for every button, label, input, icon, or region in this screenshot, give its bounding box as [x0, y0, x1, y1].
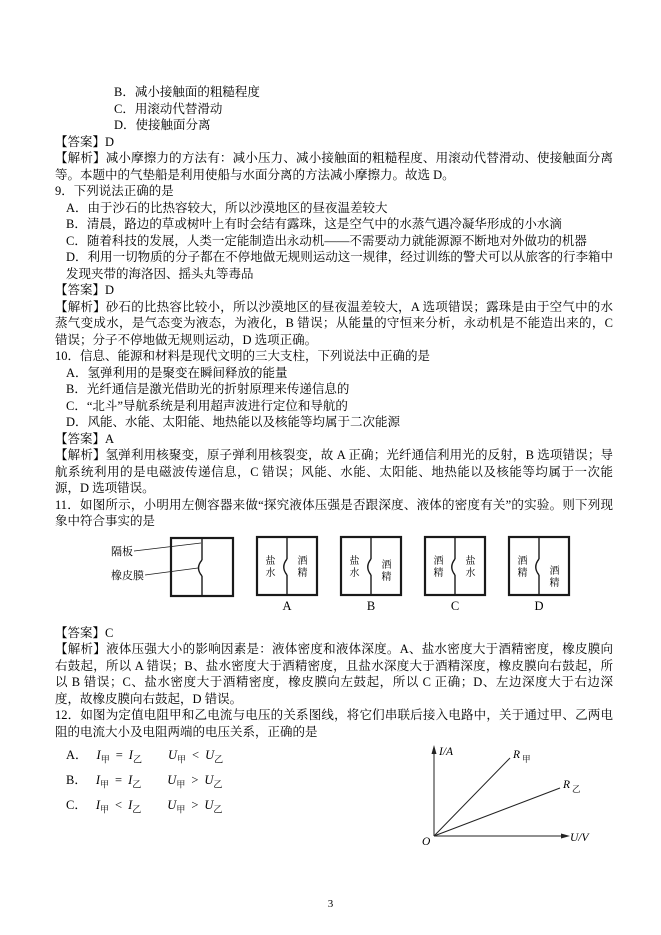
liquid-label-left: 盐水	[263, 554, 274, 579]
liquid-label-left: 酒精	[431, 554, 442, 579]
q12-option-a	[66, 747, 412, 772]
current-symbol: I	[128, 773, 133, 787]
current-symbol: I	[95, 798, 101, 812]
option-letter: C．	[66, 798, 87, 812]
q12-option-b	[66, 772, 412, 797]
q11-figure	[107, 535, 613, 623]
container-a-box	[255, 535, 319, 597]
container-b-box	[339, 535, 403, 597]
subscript-yi: 乙	[213, 779, 223, 790]
q11-answer: 【答案】C	[55, 625, 114, 640]
q10-option-b: B．光纤通信是激光借助光的折射原理来传递信息的	[66, 382, 350, 396]
q9-answer: 【答案】D	[55, 283, 115, 297]
container-option-b	[339, 535, 403, 615]
container-option-c	[423, 535, 487, 615]
liquid-label-right: 酒精	[547, 564, 558, 589]
legend-container-svg	[107, 535, 235, 599]
q8-option-b: B．减小接触面的粗糙程度	[114, 85, 260, 99]
origin-label: O	[422, 836, 431, 846]
q9-option-c: C．随着科技的发展，人类一定能制造出永动机——不需要动力就能源源不断地对外做功的机器	[66, 233, 587, 248]
container-letter: A	[282, 598, 292, 613]
q9-option-a: A．由于沙石的比热容较大，所以沙漠地区的昼夜温差较大	[66, 200, 388, 215]
y-axis-label: I/A	[439, 746, 454, 758]
q10-option-c: C．“北斗”导航系统是利用超声波进行定位和导航的	[66, 398, 348, 413]
subscript-jia: 甲	[176, 779, 186, 790]
current-symbol: I	[95, 773, 101, 787]
legend-container-diagram	[107, 535, 235, 604]
liquid-label-right: 酒精	[295, 554, 306, 579]
subscript-yi: 乙	[132, 804, 142, 815]
q8-option-c: C．用滚动代替滑动	[114, 101, 223, 116]
membrane-label: 橡皮膜	[111, 569, 144, 582]
q11-analysis: 【解析】液体压强大小的影响因素是：液体密度和液体深度。A、盐水密度大于酒精密度，橡皮膜向右鼓起，所以 A 错误；B、盐水密度大于酒精密度，且盐水深度大于酒精深度，橡皮膜向右鼓起，所以 B 错误；C、盐水密度大于酒精密度，橡皮膜向左鼓起，所以 C 正确；D、左边深度大于右边深度，故橡皮膜向右鼓起，D 错误。	[55, 642, 613, 706]
q12-stem: 12．如图为定值电阻甲和乙电流与电压的关系图线，将它们串联后接入电路中，关于通过甲、乙两电阻的电流大小及电阻两端的电压关系，正确的是	[55, 708, 613, 739]
partition-label: 隔板	[111, 545, 133, 558]
subscript-jia: 甲	[177, 754, 187, 765]
current-symbol: I	[96, 748, 101, 762]
resistor-yi-subscript: 乙	[572, 784, 581, 794]
relation-symbol: <	[115, 798, 123, 812]
q9-option-b: B．清晨，路边的草或树叶上有时会结有露珠，这是空气中的水蒸气遇冷凝华形成的小水滴	[66, 217, 562, 231]
subscript-yi: 乙	[213, 804, 223, 815]
liquid-label-left: 酒精	[515, 554, 526, 579]
subscript-yi: 乙	[132, 779, 142, 790]
page-number: 3	[327, 898, 334, 910]
x-axis-arrow	[561, 834, 570, 839]
q8-analysis: 【解析】减小摩擦力的方法有：减小压力、减小接触面的粗糙程度、用滚动代替滑动、使接触面分离等。本题中的气垫船是利用使船与水面分离的方法减小摩擦力。故选 D。	[55, 151, 613, 182]
q8-answer: 【答案】D	[55, 134, 115, 149]
container-letter: D	[534, 598, 544, 613]
resistor-jia-line	[434, 758, 510, 836]
container-option-d	[507, 535, 571, 615]
relation-symbol: <	[192, 748, 200, 762]
voltage-symbol: U	[167, 798, 177, 812]
resistor-jia-subscript: 甲	[522, 754, 531, 764]
liquid-label-right: 盐水	[463, 554, 474, 579]
y-axis-arrow	[432, 745, 437, 754]
liquid-label-left: 盐水	[347, 554, 358, 579]
q11-stem: 11．如图所示，小明用左侧容器来做“探究液体压强是否跟深度、液体的密度有关”的实验。则下列现象中符合事实的是	[55, 497, 613, 528]
subscript-jia: 甲	[100, 754, 110, 765]
voltage-symbol: U	[167, 773, 177, 787]
subscript-yi: 乙	[214, 754, 224, 765]
voltage-symbol: U	[205, 748, 215, 762]
voltage-symbol: U	[204, 773, 214, 787]
page-content	[55, 84, 613, 851]
q10-answer: 【答案】A	[55, 431, 115, 446]
relation-symbol: >	[191, 798, 199, 812]
resistor-jia-symbol: R	[513, 749, 521, 761]
iv-graph-svg	[412, 742, 597, 846]
container-letter: C	[450, 598, 460, 613]
resistor-yi-line	[434, 788, 560, 836]
q10-stem: 10．信息、能源和材料是现代文明的三大支柱，下列说法中正确的是	[55, 349, 431, 363]
x-axis-label: U/V	[570, 832, 589, 844]
voltage-symbol: U	[204, 798, 214, 812]
option-letter: A．	[66, 748, 88, 762]
relation-symbol: =	[115, 773, 123, 787]
subscript-jia: 甲	[176, 804, 186, 815]
q10-option-d: D．风能、水能、太阳能、地热能以及核能等均属于二次能源	[66, 415, 401, 429]
q9-option-d: D．利用一切物质的分子都在不停地做无规则运动这一规律，经过训练的警犬可以从旅客的行李箱中发现夹带的海洛因、摇头丸等毒品	[66, 250, 613, 281]
q10-analysis: 【解析】氢弹利用核聚变，原子弹利用核裂变，故 A 正确；光纤通信利用光的反射，B 选项错误；导航系统利用的是电磁波传递信息，C 错误；风能、水能、太阳能、地热能以及核能等均属于一次能源，D 选项错误。	[55, 448, 613, 495]
subscript-jia: 甲	[100, 779, 110, 790]
q12-iv-graph	[412, 742, 597, 851]
subscript-yi: 乙	[132, 754, 142, 765]
q9-stem: 9．下列说法正确的是	[55, 184, 174, 198]
option-letter: B．	[66, 773, 87, 787]
subscript-jia: 甲	[100, 804, 110, 815]
q9-analysis: 【解析】砂石的比热容比较小，所以沙漠地区的昼夜温差较大，A 选项错误；露珠是由于空气中的水蒸气变成水，是气态变为液态，为液化，B 错误；从能量的守恒来分析，永动机是不能造出来的，C 错误；分子不停地做无规则运动，D 选项正确。	[55, 299, 613, 347]
voltage-symbol: U	[167, 748, 177, 762]
container-letter: B	[366, 598, 376, 613]
liquid-label-right: 酒精	[379, 558, 390, 583]
container-option-a	[255, 535, 319, 615]
container-d-box	[507, 535, 571, 597]
container-c-box	[423, 535, 487, 597]
current-symbol: I	[128, 798, 133, 812]
q12-options	[55, 742, 412, 851]
q8-option-d: D．使接触面分离	[114, 118, 211, 132]
q12-figure-block	[55, 742, 613, 851]
q10-option-a: A．氢弹利用的是聚变在瞬间释放的能量	[66, 365, 288, 380]
relation-symbol: >	[191, 773, 199, 787]
resistor-yi-symbol: R	[563, 779, 571, 791]
q12-option-c	[66, 797, 412, 822]
relation-symbol: =	[115, 748, 123, 762]
current-symbol: I	[128, 748, 133, 762]
